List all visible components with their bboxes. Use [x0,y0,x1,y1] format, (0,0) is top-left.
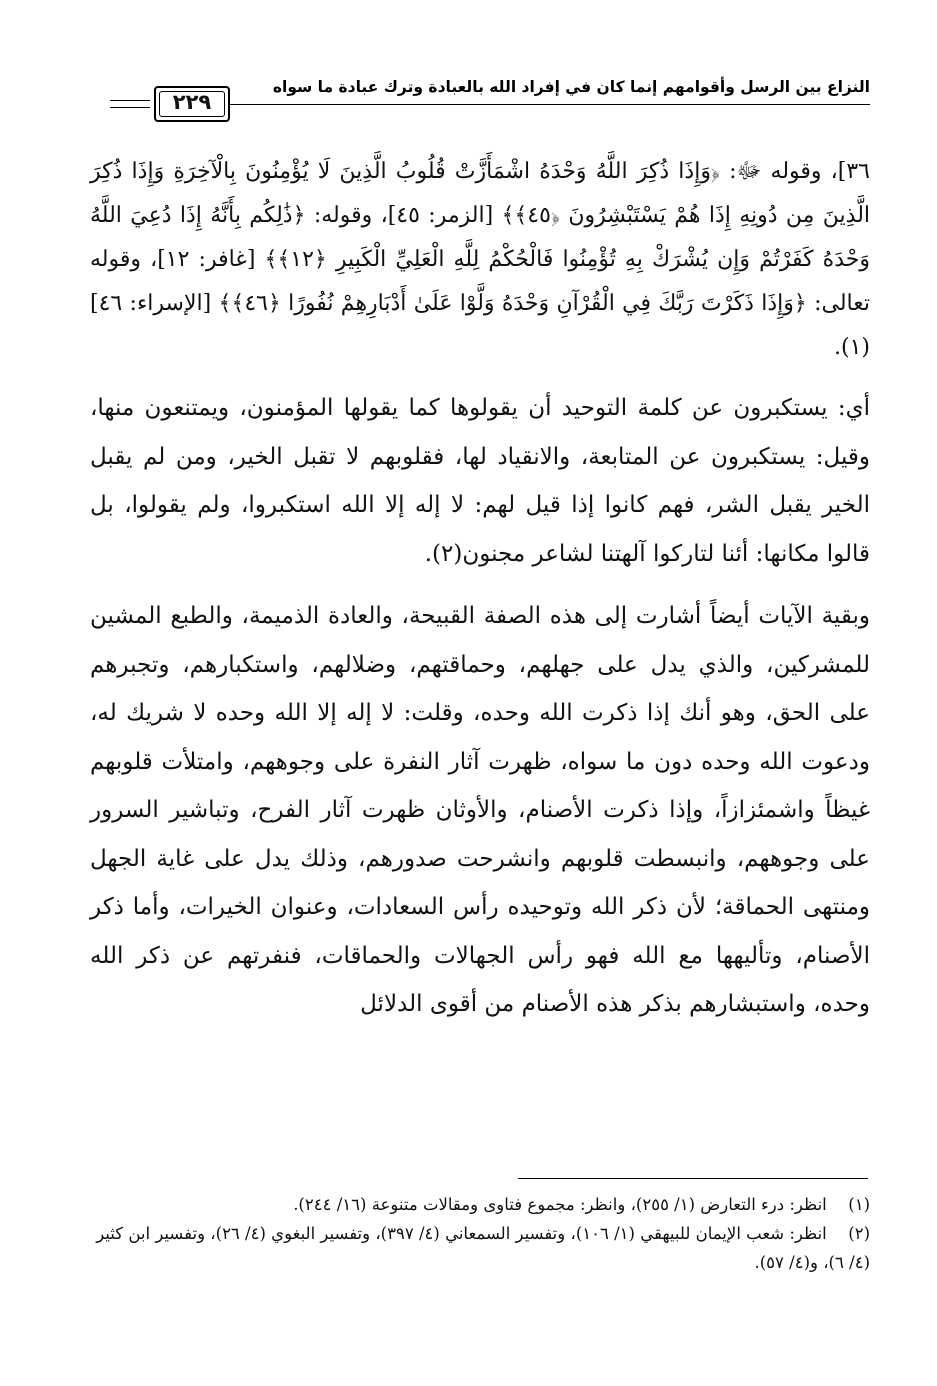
paragraph-quran-verses: ٣٦]، وقوله ﷻ: ﴿وَإِذَا ذُكِرَ اللَّهُ وَحْدَهُ اشْمَأَزَّتْ قُلُوبُ الَّذِينَ لَا يُؤْمِنُونَ بِالْآخِرَةِ وَإِذَا ذُكِرَ الَّذِينَ مِن دُونِهِ إِذَا هُمْ يَسْتَبْشِرُونَ ﴿٤٥﴾﴾ [الزمر: ٤٥]، وقوله: ﴿ذَٰلِكُم بِأَنَّهُ إِذَا دُعِيَ اللَّهُ وَحْدَهُ كَفَرْتُمْ وَإِن يُشْرَكْ بِهِ تُؤْمِنُوا فَالْحُكْمُ لِلَّهِ الْعَلِيِّ الْكَبِيرِ ﴿١٢﴾﴾ [غافر: ١٢]، وقوله تعالى: ﴿وَإِذَا ذَكَرْتَ رَبَّكَ فِي الْقُرْآنِ وَحْدَهُ وَلَّوْا عَلَىٰ أَدْبَارِهِمْ نُفُورًا ﴿٤٦﴾﴾ [الإسراء: ٤٦](١). [90,159,871,360]
page-number: ٢٢٩ [172,90,212,114]
header-rule [228,104,870,105]
paragraph-commentary: وبقية الآيات أيضاً أشارت إلى هذه الصفة القبيحة، والعادة الذميمة، والطبع المشين للمشركين، والذي يدل على جهلهم، وحماقتهم، وضلالهم، واستكبارهم، وتجبرهم على الحق، وهو أنك إذا ذكرت الله وحده، وقلت: لا إله إلا الله وحده لا شريك له، ودعوت الله وحده دون ما سواه، ظهرت آثار النفرة على وجوههم، وامتلأت قلوبهم غيظاً واشمئزازاً، وإذا ذكرت الأصنام، والأوثان ظهرت آثار الفرح، وتباشير السرور على وجوههم، وانبسطت قلوبهم وانشرحت صدورهم، وذلك يدل على غاية الجهل ومنتهى الحماقة؛ لأن ذكر الله وتوحيده رأس السعادات، وعنوان الخيرات، وأما ذكر الأصنام، وتأليهها مع الله فهو رأس الجهالات والحماقات، فنفرتهم عن ذكر الله وحده، واستبشارهم بذكر هذه الأصنام من أقوى الدلائل [90,603,870,1017]
footnote-1 [90,1190,870,1219]
header-rule-ornament [110,100,150,108]
page-header [110,60,870,130]
footnote-text: انظر: شعب الإيمان للبيهقي (١/ ١٠٦)، وتفسير السمعاني (٤/ ٣٩٧)، وتفسير البغوي (٤/ ٢٦)، وتفسير ابن كثير (٤/ ٦)، و(٤/ ٥٧). [96,1224,870,1272]
footnote-number: (١) [848,1195,870,1214]
page-number-frame [154,86,230,122]
main-text [90,150,870,1029]
footnotes [90,1190,870,1277]
footnote-text: انظر: درء التعارض (١/ ٢٥٥)، وانظر: مجموع فتاوى ومقالات متنوعة (١٦/ ٢٤٤). [293,1195,827,1214]
footnote-number: (٢) [848,1224,870,1243]
footnote-2 [90,1219,870,1277]
footnote-separator [518,1178,868,1179]
running-head: النزاع بين الرسل وأقوامهم إنما كان في إفراد الله بالعبادة وترك عبادة ما سواه [272,78,870,96]
paragraph-explanation: أي: يستكبرون عن كلمة التوحيد أن يقولوها كما يقولها المؤمنون، ويمتنعون منها، وقيل: يستكبرون عن المتابعة، والانقياد لها، فقلوبهم لا تقبل الخير، ومن لم يقبل الخير يقبل الشر، فهم كانوا إذا قيل لهم: لا إله إلا الله استكبروا، ولم يقولوا، بل قالوا مكانها: أئنا لتاركوا آلهتنا لشاعر مجنون(٢). [90,395,870,567]
